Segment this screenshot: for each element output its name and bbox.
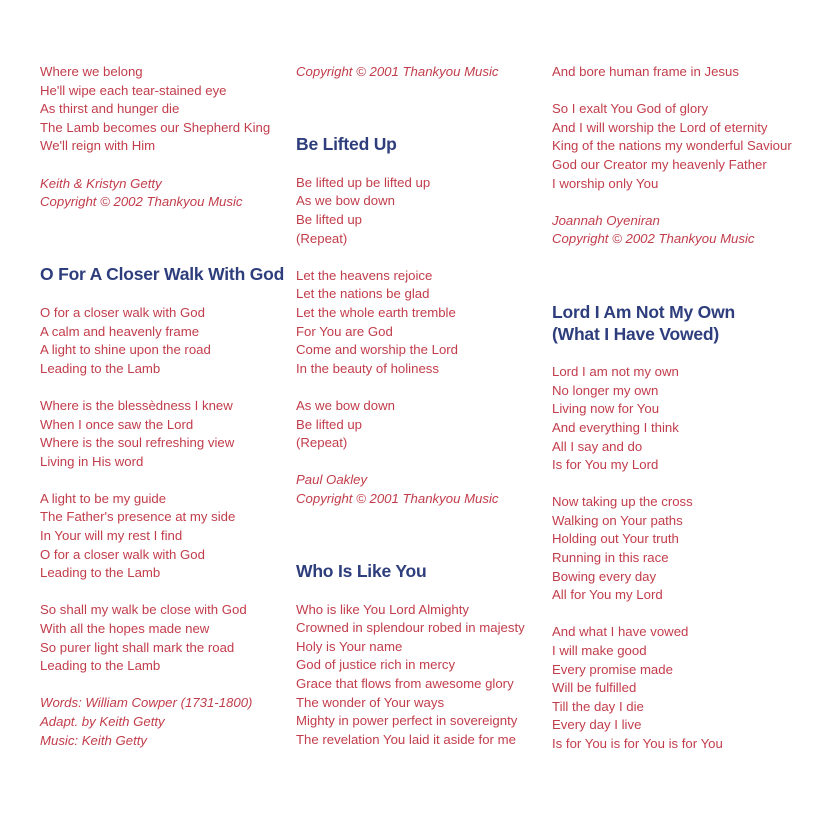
song-credits <box>296 471 541 508</box>
credit-line: Copyright © 2001 Thankyou Music <box>296 64 499 79</box>
credit-line: Paul Oakley <box>296 472 368 488</box>
lyric-line: Where is the soul refreshing view <box>40 435 235 451</box>
lyric-line: King of the nations my wonderful Saviour <box>552 138 792 154</box>
lyric-stanza <box>296 174 541 248</box>
lyric-line: No longer my own <box>552 382 659 398</box>
lyric-line: We'll reign with Him <box>40 138 156 154</box>
song-title <box>296 560 541 582</box>
lyric-line: He'll wipe each tear-stained eye <box>40 82 227 98</box>
lyric-line: (Repeat) <box>296 435 348 451</box>
song-title <box>296 133 541 155</box>
lyric-line: A light to shine upon the road <box>40 342 211 358</box>
lyric-stanza <box>40 63 285 156</box>
lyric-stanza <box>552 100 797 193</box>
lyric-line: I worship only You <box>552 175 659 191</box>
lyric-line: Living now for You <box>552 401 660 417</box>
credit-line: Joannah Oyeniran <box>552 212 660 228</box>
lyric-line: God our Creator my heavenly Father <box>552 156 767 172</box>
lyric-line: Walking on Your paths <box>552 512 683 528</box>
song-title <box>40 263 285 285</box>
credit-line: Music: Keith Getty <box>40 732 148 748</box>
lyric-line: And bore human frame in Jesus <box>552 64 739 79</box>
lyric-line: God of justice rich in mercy <box>296 657 456 673</box>
credit-line: Words: William Cowper (1731-1800) <box>40 695 253 711</box>
song-credits <box>40 694 285 750</box>
lyric-stanza <box>552 493 797 605</box>
lyric-line: Now taking up the cross <box>552 494 693 510</box>
lyric-line: Mighty in power perfect in sovereignty <box>296 713 518 729</box>
lyric-stanza <box>296 601 541 750</box>
lyric-stanza <box>552 63 797 82</box>
lyric-stanza <box>40 397 285 471</box>
lyric-line: Till the day I die <box>552 698 644 714</box>
song-title-line: Be Lifted Up <box>296 134 397 155</box>
lyric-line: All I say and do <box>552 438 643 454</box>
lyric-line: Be lifted up be lifted up <box>296 174 431 190</box>
lyric-line: In Your will my rest I find <box>40 528 183 544</box>
lyric-line: Running in this race <box>552 550 669 566</box>
lyric-line: Let the heavens rejoice <box>296 267 433 283</box>
lyric-stanza <box>40 601 285 675</box>
lyric-line: Who is like You Lord Almighty <box>296 601 469 617</box>
lyric-line: So purer light shall mark the road <box>40 639 235 655</box>
lyric-line: As thirst and hunger die <box>40 101 180 117</box>
lyric-line: So shall my walk be close with God <box>40 602 247 618</box>
song-credits <box>552 212 797 249</box>
credit-line: Copyright © 2002 Thankyou Music <box>40 194 243 210</box>
lyric-line: All for You my Lord <box>552 587 663 603</box>
lyric-line: Holding out Your truth <box>552 531 679 547</box>
lyric-line: For You are God <box>296 323 393 339</box>
lyric-line: Is for You my Lord <box>552 457 659 473</box>
lyric-line: O for a closer walk with God <box>40 304 205 320</box>
lyric-line: Where we belong <box>40 64 143 79</box>
lyric-line: Leading to the Lamb <box>40 658 161 674</box>
lyric-line: Let the whole earth tremble <box>296 304 456 320</box>
lyric-line: Holy is Your name <box>296 638 403 654</box>
lyric-stanza <box>40 490 285 583</box>
lyric-line: Is for You is for You is for You <box>552 736 723 751</box>
lyric-stanza <box>552 623 797 753</box>
lyric-line: Leading to the Lamb <box>40 360 161 376</box>
song-credits <box>296 63 541 82</box>
credit-line: Copyright © 2002 Thankyou Music <box>552 231 755 247</box>
lyric-line: The Father's presence at my side <box>40 509 236 525</box>
lyrics-column-3 <box>552 63 797 754</box>
lyric-stanza <box>40 304 285 378</box>
lyric-line: Leading to the Lamb <box>40 565 161 581</box>
lyric-stanza <box>296 397 541 453</box>
lyrics-column-2 <box>296 63 541 749</box>
lyric-line: When I once saw the Lord <box>40 416 194 432</box>
lyric-line: With all the hopes made new <box>40 621 210 637</box>
lyric-line: I will make good <box>552 643 647 659</box>
song-title-line: Lord I Am Not My Own <box>552 301 735 322</box>
lyric-line: Lord I am not my own <box>552 364 679 380</box>
lyric-line: Come and worship the Lord <box>296 342 459 358</box>
lyric-line: So I exalt You God of glory <box>552 101 709 117</box>
lyric-line: A light to be my guide <box>40 490 167 506</box>
lyric-line: Let the nations be glad <box>296 286 430 302</box>
song-title-line: (What I Have Vowed) <box>552 323 720 344</box>
lyric-stanza <box>552 363 797 475</box>
credit-line: Adapt. by Keith Getty <box>40 714 165 729</box>
credit-line: Keith & Kristyn Getty <box>40 175 162 191</box>
lyric-line: And I will worship the Lord of eternity <box>552 119 768 135</box>
lyric-line: A calm and heavenly frame <box>40 323 200 339</box>
song-title-line: O For A Closer Walk With God <box>40 264 285 285</box>
lyric-line: As we bow down <box>296 397 395 413</box>
lyric-line: Be lifted up <box>296 416 362 432</box>
lyric-line: And everything I think <box>552 419 679 435</box>
lyric-line: Bowing every day <box>552 568 657 584</box>
song-title-line: Who Is Like You <box>296 561 427 582</box>
lyrics-column-1 <box>40 63 285 750</box>
lyric-line: Where is the blessèdness I knew <box>40 397 233 413</box>
lyric-line: Living in His word <box>40 453 144 469</box>
lyric-line: The Lamb becomes our Shepherd King <box>40 119 271 135</box>
lyric-line: Will be fulfilled <box>552 680 637 696</box>
song-title <box>552 301 797 345</box>
lyric-line: O for a closer walk with God <box>40 546 205 562</box>
lyric-line: Every day I live <box>552 717 642 733</box>
lyric-stanza <box>296 267 541 379</box>
song-credits <box>40 175 285 212</box>
lyric-line: (Repeat) <box>296 230 348 246</box>
lyric-line: In the beauty of holiness <box>296 360 439 376</box>
lyric-line: Be lifted up <box>296 211 362 227</box>
lyric-line: Grace that flows from awesome glory <box>296 676 514 692</box>
lyric-line: And what I have vowed <box>552 624 689 640</box>
lyric-line: As we bow down <box>296 193 395 209</box>
lyric-line: Crowned in splendour robed in majesty <box>296 620 525 636</box>
lyric-line: The wonder of Your ways <box>296 694 445 710</box>
lyric-line: Every promise made <box>552 661 673 677</box>
lyric-line: The revelation You laid it aside for me <box>296 731 516 747</box>
credit-line: Copyright © 2001 Thankyou Music <box>296 490 499 506</box>
